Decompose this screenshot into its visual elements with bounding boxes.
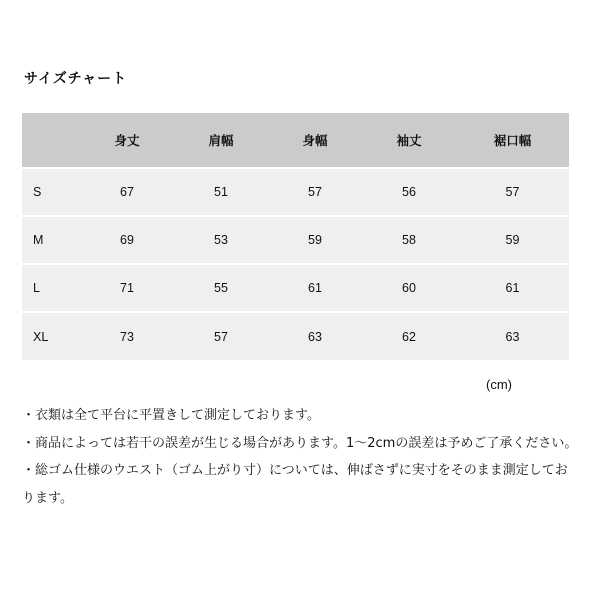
table-cell: 59 [308, 233, 322, 247]
table-cell: 61 [308, 281, 322, 295]
size-chart-table [22, 113, 569, 360]
table-cell: 71 [120, 281, 134, 295]
table-row [22, 312, 569, 360]
table-cell: 53 [214, 233, 228, 247]
table-row [22, 216, 569, 264]
size-label: M [33, 233, 44, 247]
table-cell: 57 [308, 185, 322, 199]
table-cell: 67 [120, 185, 134, 199]
header-sleeve-length: 袖丈 [396, 133, 422, 148]
table-cell: 55 [214, 281, 228, 295]
table-cell: 73 [120, 329, 134, 344]
page-title: サイズチャート [24, 71, 128, 87]
header-body-width: 身幅 [302, 133, 328, 148]
table-cell: 56 [402, 185, 416, 199]
table-cell: 63 [505, 329, 520, 344]
table-cell: 57 [214, 329, 228, 344]
header-hem-width: 裾口幅 [493, 133, 532, 148]
table-cell: 51 [214, 185, 228, 199]
table-cell: 58 [402, 233, 416, 247]
size-label: S [33, 185, 42, 199]
notes [22, 402, 578, 512]
table-row [22, 168, 569, 216]
table-cell: 69 [120, 233, 134, 247]
table-header-row [22, 113, 569, 168]
table-row [22, 264, 569, 312]
table-cell: 61 [505, 281, 520, 295]
table-cell: 63 [308, 329, 322, 344]
table-cell: 57 [505, 185, 520, 199]
note-item: ・総ゴム仕様のウエスト（ゴム上がり寸）については、伸ばさずに実寸をそのまま測定しております。 [22, 463, 568, 506]
header-body-length: 身丈 [114, 133, 140, 148]
table-cell: 62 [402, 329, 416, 344]
header-size [22, 113, 80, 168]
table-cell: 59 [505, 233, 520, 247]
size-label: XL [33, 329, 49, 344]
table-cell: 60 [402, 281, 416, 295]
size-label: L [33, 281, 40, 295]
header-shoulder-width: 肩幅 [208, 133, 234, 148]
note-item: ・衣類は全て平台に平置きして測定しております。 [22, 408, 320, 423]
unit-label: (cm) [486, 377, 512, 392]
note-item: ・商品によっては若干の誤差が生じる場合があります。1～2cmの誤差は予めご了承ください。 [22, 435, 578, 451]
